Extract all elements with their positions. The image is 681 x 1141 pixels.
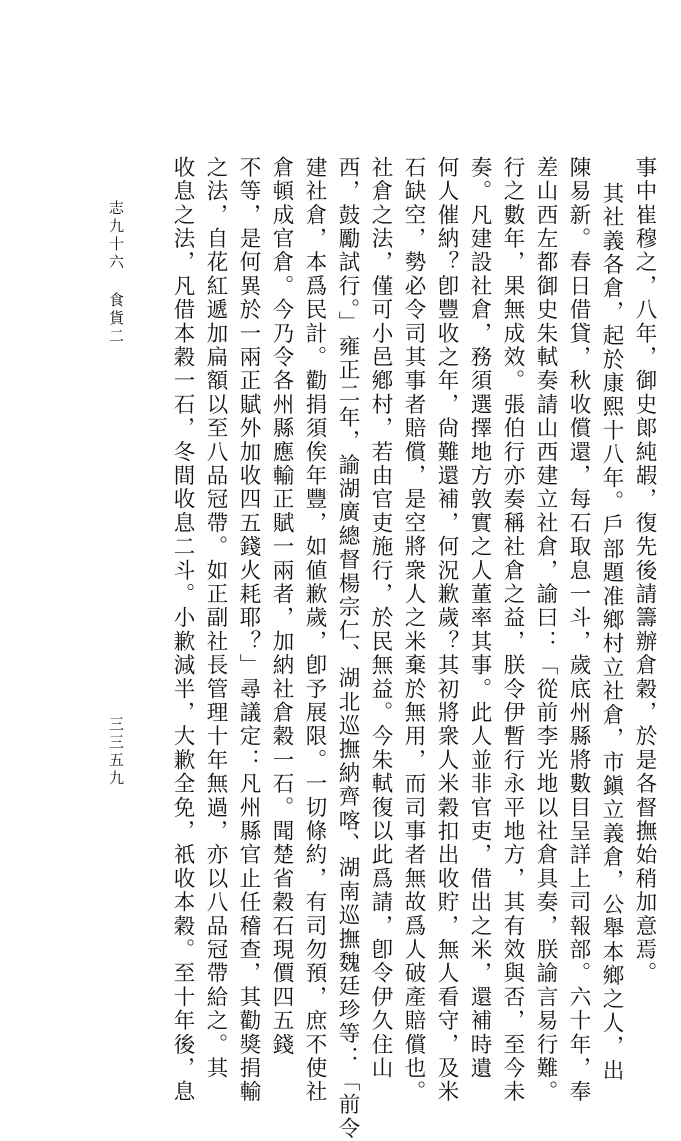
text-column: 收息之法，凡借本穀一石，冬間收息二斗。小歉減半，大歉全免，祇收本穀。至十年後，息: [170, 156, 195, 1104]
text-column: 石缺空，勢必令司其事者賠償，是空將衆人之米棄於無用，而司事者無故爲人破產賠償也。: [401, 156, 426, 1104]
text-column: 事中崔穆之，八年，御史郞純嘏，復先後請籌辦倉穀，於是各督撫始稍加意焉。: [632, 156, 657, 986]
text-column: 奏。凡建設社倉，務須選擇地方敦實之人董率其事。此人並非官吏，借出之米，還補時遺: [467, 156, 492, 1081]
page-number: 三三五九: [107, 716, 125, 788]
running-head-volume: 志九十六: [107, 200, 125, 272]
text-column: 陳易新。春日借貸，秋收償還，每石取息一斗，歲底州縣將數目呈詳上司報部。六十年，奉: [566, 156, 591, 1104]
text-column: 其社義各倉，起於康熙十八年。戶部題准鄉村立社倉，市鎭立義倉，公舉本鄉之人，出: [599, 182, 624, 1083]
text-column: 不等，是何異於一兩正賦外加收四五錢火耗耶？」尋議定：凡州縣官止任稽查，其勸獎捐輸: [236, 156, 261, 1104]
text-column: 何人催納？卽豐收之年，尙難還補，何況歉歲？其初將衆人米穀扣出收貯，無人看守，及米: [434, 156, 459, 1104]
text-column: 差山西左都御史朱軾奏請山西建立社倉，諭曰：「從前李光地以社倉具奏，朕諭言易行難。: [533, 156, 558, 1104]
text-column: 之法，自花紅遞加扁額以至八品冠帶。如正副社長管理十年無過，亦以八品冠帶給之。其: [203, 156, 228, 1081]
text-column: 建社倉，本爲民計。勸捐須俟年豐，如値歉歲，卽予展限。一切條約，有司勿預，庶不使社: [302, 156, 327, 1104]
text-column: 西，鼓勵試行。」雍正二年，諭湖廣總督楊宗仁、湖北巡撫納齊喀、湖南巡撫魏廷珍等：「前令: [335, 156, 360, 1141]
text-column: 倉頓成官倉。今乃令各州縣應輸正賦一兩者，加納社倉穀一石。聞楚省穀石現價四五錢: [269, 156, 294, 1057]
running-head-section: 食貨二: [107, 292, 125, 346]
text-column: 社倉之法，僅可小邑鄕村，若由官吏施行，於民無益。今朱軾復以此爲請，卽令伊久住山: [368, 156, 393, 1081]
text-column: 行之數年，果無成效。張伯行亦奏稱社倉之益，朕令伊暫行永平地方，其有效與否，至今未: [500, 156, 525, 1104]
